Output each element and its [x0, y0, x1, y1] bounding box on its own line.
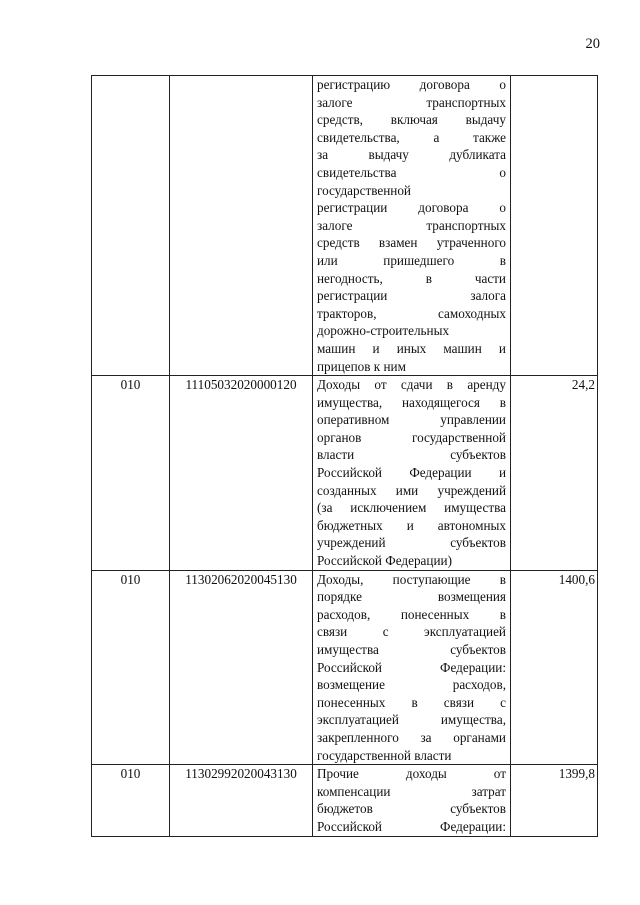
name-line: имущества, находящегося в [317, 394, 506, 410]
name-line: залоге транспортных [317, 94, 506, 110]
table-row [92, 765, 598, 836]
name-line: оперативном управлении [317, 412, 506, 428]
name-line: Российской Федерации и [317, 465, 506, 481]
amount-cell: 24,2 [511, 376, 598, 571]
name-line: средств, включая выдачу [317, 112, 506, 128]
name-line: свидетельства, а также [317, 129, 506, 145]
name-line: регистрацию договора о [317, 77, 506, 92]
name-line: порядке возмещения [317, 589, 506, 605]
name-line: прицепов к ним [317, 358, 406, 374]
name-line: закрепленного за органами [317, 729, 506, 745]
amount-cell: 1400,6 [511, 570, 598, 765]
kbk-code-cell: 11302992020043130 [170, 765, 313, 836]
name-line: негодность, в части [317, 270, 506, 286]
name-line: учреждений субъектов [317, 535, 506, 551]
name-line: дорожно-строительных [317, 323, 450, 339]
name-line: компенсации затрат [317, 783, 506, 799]
name-line: Доходы от сдачи в аренду [317, 377, 506, 393]
name-line: регистрации залога [317, 288, 506, 304]
name-line: (за исключением имущества [317, 500, 506, 516]
name-line: средств взамен утраченного [317, 235, 506, 251]
name-line: возмещение расходов, [317, 677, 506, 693]
name-line: бюджетных и автономных [317, 517, 506, 533]
revenue-table [91, 75, 598, 837]
name-line: или пришедшего в [317, 252, 506, 268]
amount-cell [511, 76, 598, 376]
name-line: регистрации договора о [317, 200, 506, 216]
kbk-code-cell [170, 76, 313, 376]
name-line: государственной власти [317, 747, 452, 763]
name-line: связи с эксплуатацией [317, 624, 506, 640]
revenue-name-cell [313, 376, 511, 571]
admin-code-cell: 010 [92, 570, 170, 765]
kbk-code-cell: 11105032020000120 [170, 376, 313, 571]
table-row [92, 570, 598, 765]
name-line: бюджетов субъектов [317, 801, 506, 817]
admin-code-cell: 010 [92, 765, 170, 836]
name-line: машин и иных машин и [317, 340, 506, 356]
name-line: Российской Федерации: [317, 659, 506, 675]
name-line: имущества субъектов [317, 642, 506, 657]
table-row [92, 76, 598, 376]
admin-code-cell: 010 [92, 376, 170, 571]
name-line: залоге транспортных [317, 217, 506, 233]
name-line: власти субъектов [317, 447, 506, 463]
name-line: эксплуатацией имущества, [317, 712, 506, 728]
kbk-code-cell: 11302062020045130 [170, 570, 313, 765]
name-line: расходов, понесенных в [317, 606, 506, 622]
name-line: органов государственной [317, 429, 506, 445]
revenue-name-cell [313, 765, 511, 836]
name-line: за выдачу дубликата [317, 147, 506, 163]
table-row [92, 376, 598, 571]
name-line: Доходы, поступающие в [317, 571, 506, 587]
revenue-name-cell [313, 76, 511, 376]
name-line: созданных ими учреждений [317, 482, 506, 498]
admin-code-cell [92, 76, 170, 376]
name-line: Российской Федерации) [317, 553, 452, 569]
revenue-name-cell [313, 570, 511, 765]
amount-cell: 1399,8 [511, 765, 598, 836]
name-line: Российской Федерации: [317, 818, 506, 834]
name-line: Прочие доходы от [317, 766, 506, 782]
name-line: свидетельства о [317, 164, 506, 180]
page-number: 20 [585, 36, 600, 52]
name-line: тракторов, самоходных [317, 305, 506, 321]
name-line: государственной [317, 182, 411, 198]
name-line: понесенных в связи с [317, 694, 506, 710]
